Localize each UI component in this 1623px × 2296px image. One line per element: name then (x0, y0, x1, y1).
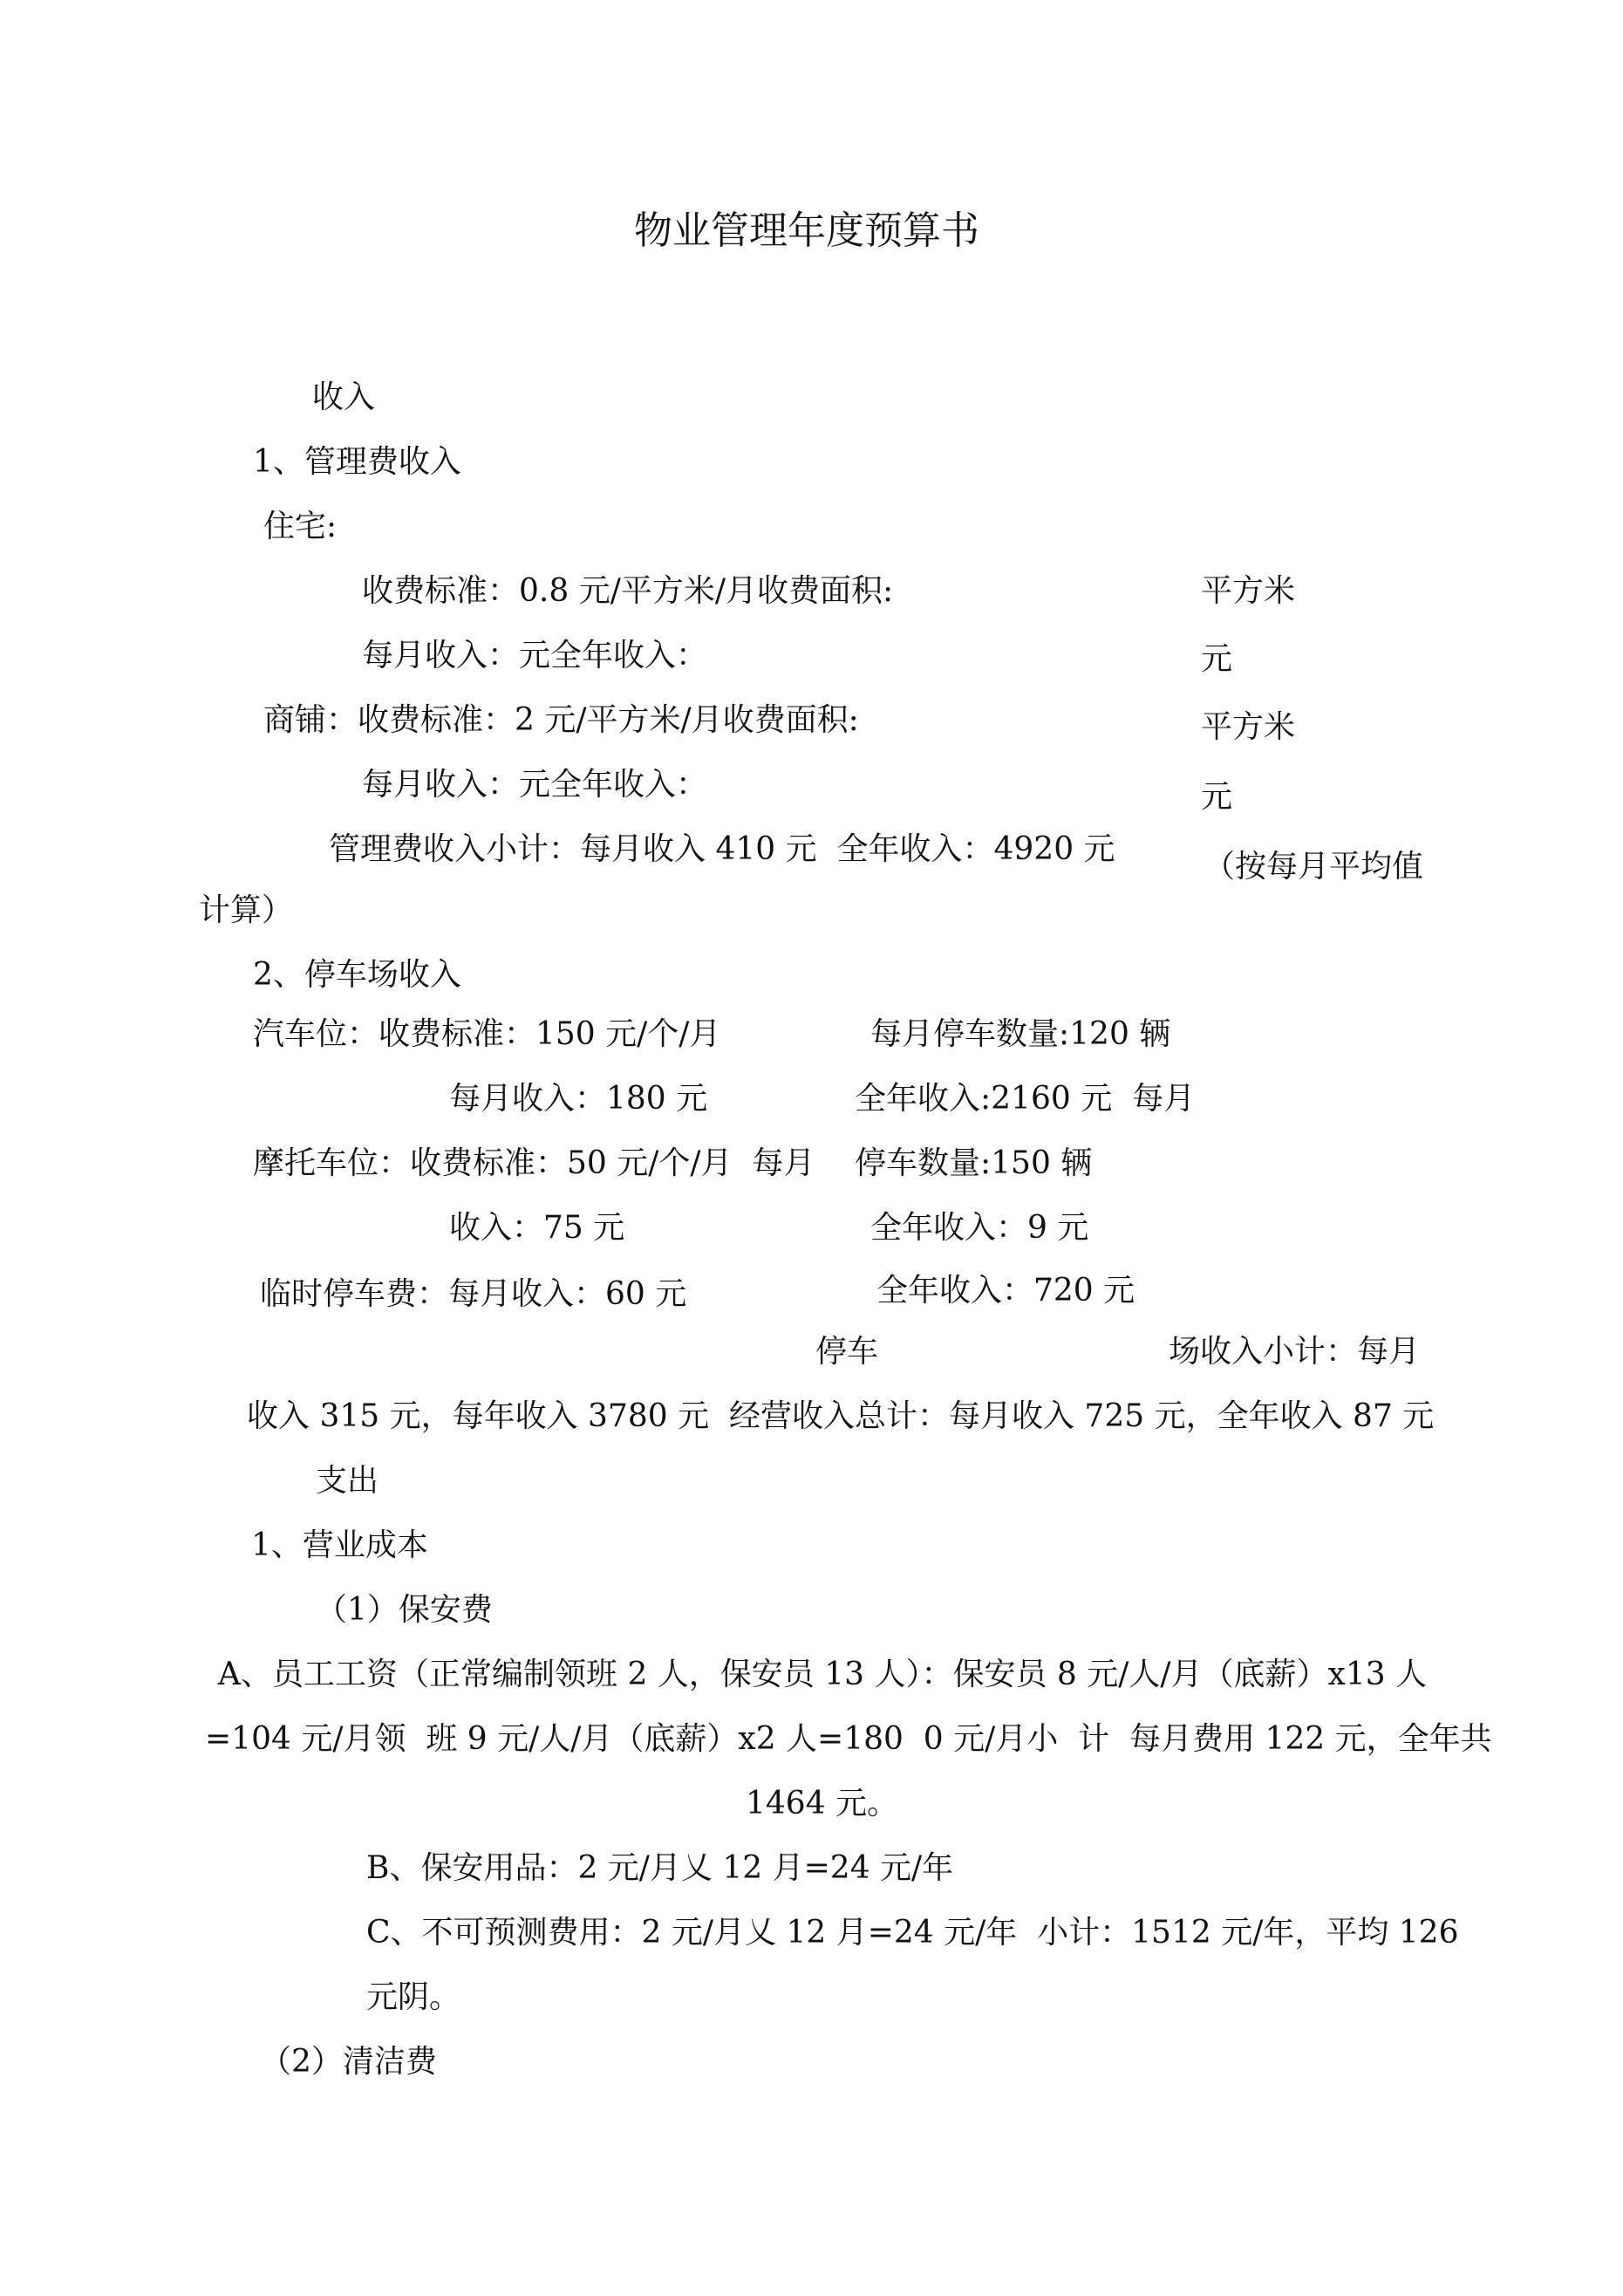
security-fee-heading: （1）保安费 (316, 1592, 493, 1628)
staff-wages-line-1: A、员工工资（正常编制领班 2 人，保安员 13 人）：保安员 8 元/人/月（底薪）x13 人 (218, 1657, 1428, 1692)
parking-heading: 2、停车场收入 (253, 957, 461, 993)
residential-label: 住宅: (263, 509, 338, 544)
unforeseen-costs-line-2: 元阴。 (366, 1979, 461, 2015)
income-heading: 收入 (312, 379, 376, 415)
parking-subtotal-part-2: 场收入小计：每月 (1169, 1334, 1421, 1370)
motorbike-monthly-income: 收入：75 元 (449, 1210, 625, 1246)
car-count: 每月停车数量:120 辆 (870, 1016, 1171, 1052)
security-supplies: B、保安用品：2 元/月乂 12 月=24 元/年 (366, 1850, 954, 1886)
shop-fee-standard: 商铺：收费标准：2 元/平方米/月收费面积: (263, 702, 859, 738)
residential-area-unit: 平方米 (1201, 573, 1296, 609)
parking-subtotal-part-1: 停车 (815, 1334, 879, 1370)
parking-subtotal-and-total: 收入 315 元，每年收入 3780 元 经营收入总计：每月收入 725 元，全年收入 87 元 (247, 1398, 1435, 1434)
motorbike-yearly-income: 全年收入：9 元 (870, 1210, 1089, 1246)
staff-wages-line-2: =104 元/月领 班 9 元/人/月（底薪）x2 人=180 0 元/月小 计 每月费用 122 元，全年共 (205, 1721, 1492, 1757)
residential-income: 每月收入：元全年收入： (362, 638, 708, 673)
residential-fee-standard: 收费标准：0.8 元/平方米/月收费面积: (362, 573, 894, 609)
car-yearly-income: 全年收入:2160 元 每月 (855, 1081, 1196, 1117)
subtotal-note: （按每月平均值 (1204, 849, 1424, 885)
expense-heading: 支出 (316, 1463, 379, 1499)
cleaning-fee-heading: （2）清洁费 (260, 2044, 437, 2080)
management-fee-subtotal: 管理费收入小计：每月收入 410 元 全年收入：4920 元 (329, 831, 1115, 867)
shop-income-unit: 元 (1201, 779, 1233, 815)
operating-cost-heading: 1、营业成本 (251, 1527, 428, 1563)
subtotal-note-continued: 计算） (199, 892, 294, 928)
car-monthly-income: 每月收入：180 元 (449, 1081, 708, 1117)
management-fee-heading: 1、管理费收入 (253, 444, 461, 480)
staff-wages-line-3: 1464 元。 (746, 1786, 899, 1821)
motorbike-fee-standard: 摩托车位：收费标准：50 元/个/月 每月 (253, 1145, 815, 1181)
shop-area-unit: 平方米 (1201, 709, 1296, 745)
shop-income: 每月收入：元全年收入： (362, 767, 708, 803)
temporary-parking-monthly: 临时停车费：每月收入：60 元 (260, 1276, 687, 1312)
motorbike-count: 停车数量:150 辆 (855, 1145, 1093, 1181)
temporary-parking-yearly: 全年收入：720 元 (876, 1273, 1135, 1309)
residential-income-unit: 元 (1201, 641, 1233, 677)
car-fee-standard: 汽车位：收费标准：150 元/个/月 (253, 1016, 721, 1052)
unforeseen-costs-line-1: C、不可预测费用：2 元/月乂 12 月=24 元/年 小计：1512 元/年，平均 126 (366, 1915, 1459, 1951)
document-title: 物业管理年度预算书 (634, 208, 979, 253)
